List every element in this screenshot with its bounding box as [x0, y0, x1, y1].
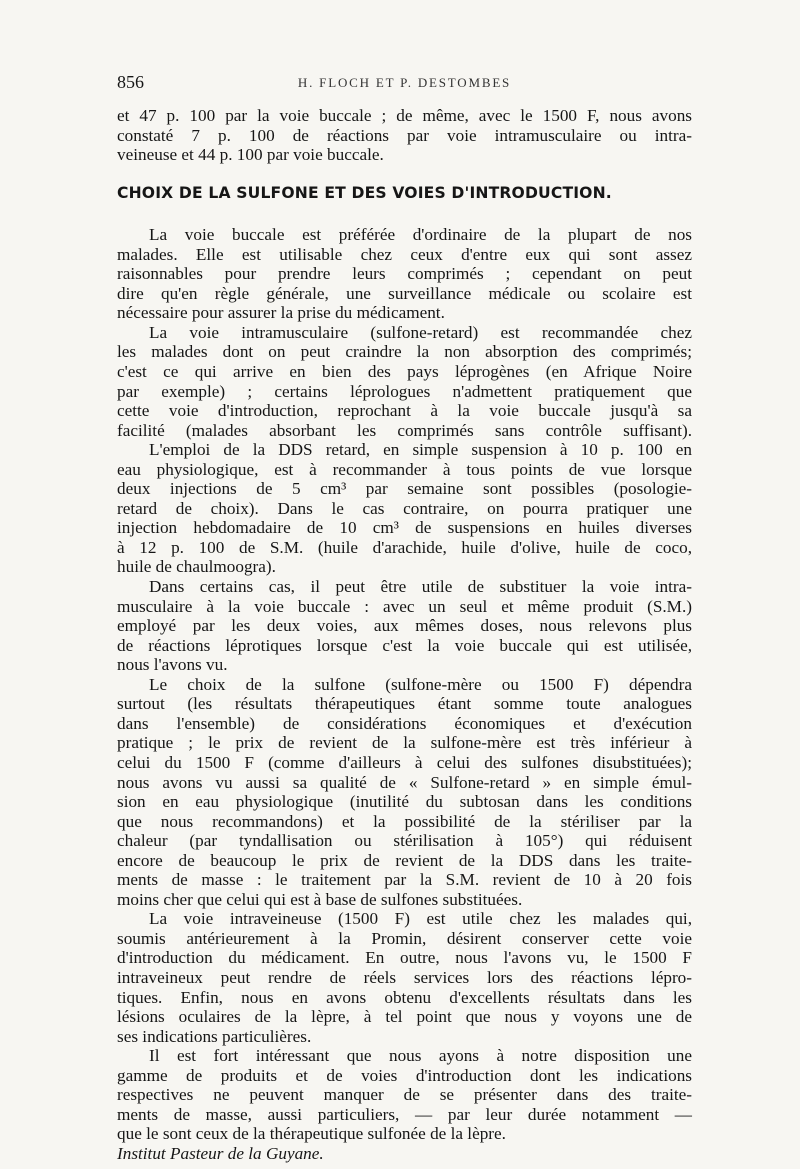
- text-line: constaté 7 p. 100 de réactions par voie intramusculaire ou intra-: [117, 125, 692, 145]
- text-line: eau physiologique, est à recommander à tous points de vue lorsque: [117, 459, 692, 479]
- text-line: intraveineux peut rendre de réels services lors des réactions lépro-: [117, 967, 692, 987]
- text-line: pratique ; le prix de revient de la sulfone-mère est très inférieur à: [117, 733, 692, 753]
- text-line: dire qu'en règle générale, une surveillance médicale ou scolaire est: [117, 283, 692, 303]
- text-line: soumis antérieurement à la Promin, désirent conserver cette voie: [117, 928, 692, 948]
- text-line: que le sont ceux de la thérapeutique sulfonée de la lèpre.: [117, 1124, 506, 1144]
- paragraph: [117, 440, 692, 577]
- text-line: nous avons vu aussi sa qualité de « Sulfone-retard » en simple émul-: [117, 772, 692, 792]
- text-line: injection hebdomadaire de 10 cm³ de suspensions en huiles diverses: [117, 518, 692, 538]
- text-line: moins cher que celui qui est à base de sulfones substituées.: [117, 889, 523, 909]
- text-line: employé par les deux voies, aux mêmes doses, nous relevons plus: [117, 616, 692, 636]
- text-line: par exemple) ; certains léprologues n'admettent pratiquement que: [117, 381, 692, 401]
- intro-paragraph: [117, 106, 692, 165]
- body-text: [117, 106, 692, 1163]
- header-authors: H. FLOCH ET P. DESTOMBES: [297, 75, 512, 90]
- text-line: Il est fort intéressant que nous ayons à notre disposition une: [149, 1046, 692, 1066]
- text-line: dans l'ensemble) de considérations économiques et d'exécution: [117, 713, 692, 733]
- signature: Institut Pasteur de la Guyane.: [117, 1143, 324, 1163]
- text-line: de réactions léprotiques lorsque c'est la voie buccale qui est utilisée,: [117, 635, 692, 655]
- text-line: La voie buccale est préférée d'ordinaire de la plupart de nos: [149, 225, 692, 245]
- text-line: huile de chaulmoogra).: [117, 557, 276, 577]
- section-heading: CHOIX DE LA SULFONE ET DES VOIES D'INTRODUCTION.: [117, 183, 612, 202]
- text-line: d'introduction du médicament. En outre, nous l'avons vu, le 1500 F: [117, 948, 692, 968]
- text-line: respectives ne peuvent manquer de se présenter dans des traite-: [117, 1085, 692, 1105]
- text-line: sion en eau physiologique (inutilité du subtosan dans les conditions: [117, 792, 692, 812]
- paragraph: [117, 675, 692, 910]
- text-line: musculaire à la voie buccale : avec un seul et même produit (S.M.): [117, 596, 692, 616]
- text-line: celui du 1500 F (comme d'ailleurs à celui des sulfones disubstituées);: [117, 752, 692, 772]
- text-line: et 47 p. 100 par la voie buccale ; de même, avec le 1500 F, nous avons: [117, 106, 692, 125]
- paragraph: [117, 225, 692, 323]
- text-line: La voie intraveineuse (1500 F) est utile chez les malades qui,: [149, 909, 692, 929]
- paragraph: [117, 577, 692, 675]
- text-line: à 12 p. 100 de S.M. (huile d'arachide, huile d'olive, huile de coco,: [117, 537, 692, 557]
- text-line: gamme de produits et de voies d'introduction dont les indications: [117, 1065, 692, 1085]
- running-head: [117, 72, 692, 96]
- text-line: tiques. Enfin, nous en avons obtenu d'excellents résultats dans les: [117, 987, 692, 1007]
- text-line: c'est ce qui arrive en bien des pays léprogènes (en Afrique Noire: [117, 362, 692, 382]
- text-line: que nous recommandons) et la possibilité de la stériliser par la: [117, 811, 692, 831]
- text-line: surtout (les résultats thérapeutiques étant somme toute analogues: [117, 694, 692, 714]
- text-line: malades. Elle est utilisable chez ceux d'entre eux qui sont assez: [117, 244, 692, 264]
- text-line: cette voie d'introduction, reprochant à la voie buccale jusqu'à sa: [117, 401, 692, 421]
- text-line: Le choix de la sulfone (sulfone-mère ou 1500 F) dépendra: [149, 674, 692, 694]
- text-line: raisonnables pour prendre leurs comprimés ; cependant on peut: [117, 264, 692, 284]
- paragraph: [117, 323, 692, 440]
- text-line: deux injections de 5 cm³ par semaine sont possibles (posologie-: [117, 479, 692, 499]
- text-line: lésions oculaires de la lèpre, à tel point que nous y voyons une de: [117, 1007, 692, 1027]
- text-line: ments de masse : le traitement par la S.M. revient de 10 à 20 fois: [117, 870, 692, 890]
- page-number: 856: [117, 72, 144, 92]
- text-line: retard de choix). Dans le cas contraire, on pourra pratiquer une: [117, 498, 692, 518]
- text-line: nous l'avons vu.: [117, 655, 228, 675]
- text-line: Dans certains cas, il peut être utile de substituer la voie intra-: [149, 577, 692, 597]
- text-line: facilité (malades absorbant les comprimés sans contrôle suffisant).: [117, 420, 692, 440]
- text-line: L'emploi de la DDS retard, en simple suspension à 10 p. 100 en: [149, 440, 692, 460]
- text-line: ses indications particulières.: [117, 1026, 312, 1046]
- text-line: les malades dont on peut craindre la non absorption des comprimés;: [117, 342, 692, 362]
- text-line: encore de beaucoup le prix de revient de la DDS dans les traite-: [117, 850, 692, 870]
- text-line: ments de masse, aussi particuliers, — par leur durée notamment —: [117, 1104, 692, 1124]
- text-line: veineuse et 44 p. 100 par voie buccale.: [117, 145, 384, 165]
- text-line: chaleur (par tyndallisation ou stérilisation à 105°) qui réduisent: [117, 831, 692, 851]
- text-line: La voie intramusculaire (sulfone-retard) est recommandée chez: [149, 322, 692, 342]
- paragraph: [117, 1046, 692, 1144]
- paragraph: [117, 909, 692, 1046]
- text-line: nécessaire pour assurer la prise du médicament.: [117, 303, 445, 323]
